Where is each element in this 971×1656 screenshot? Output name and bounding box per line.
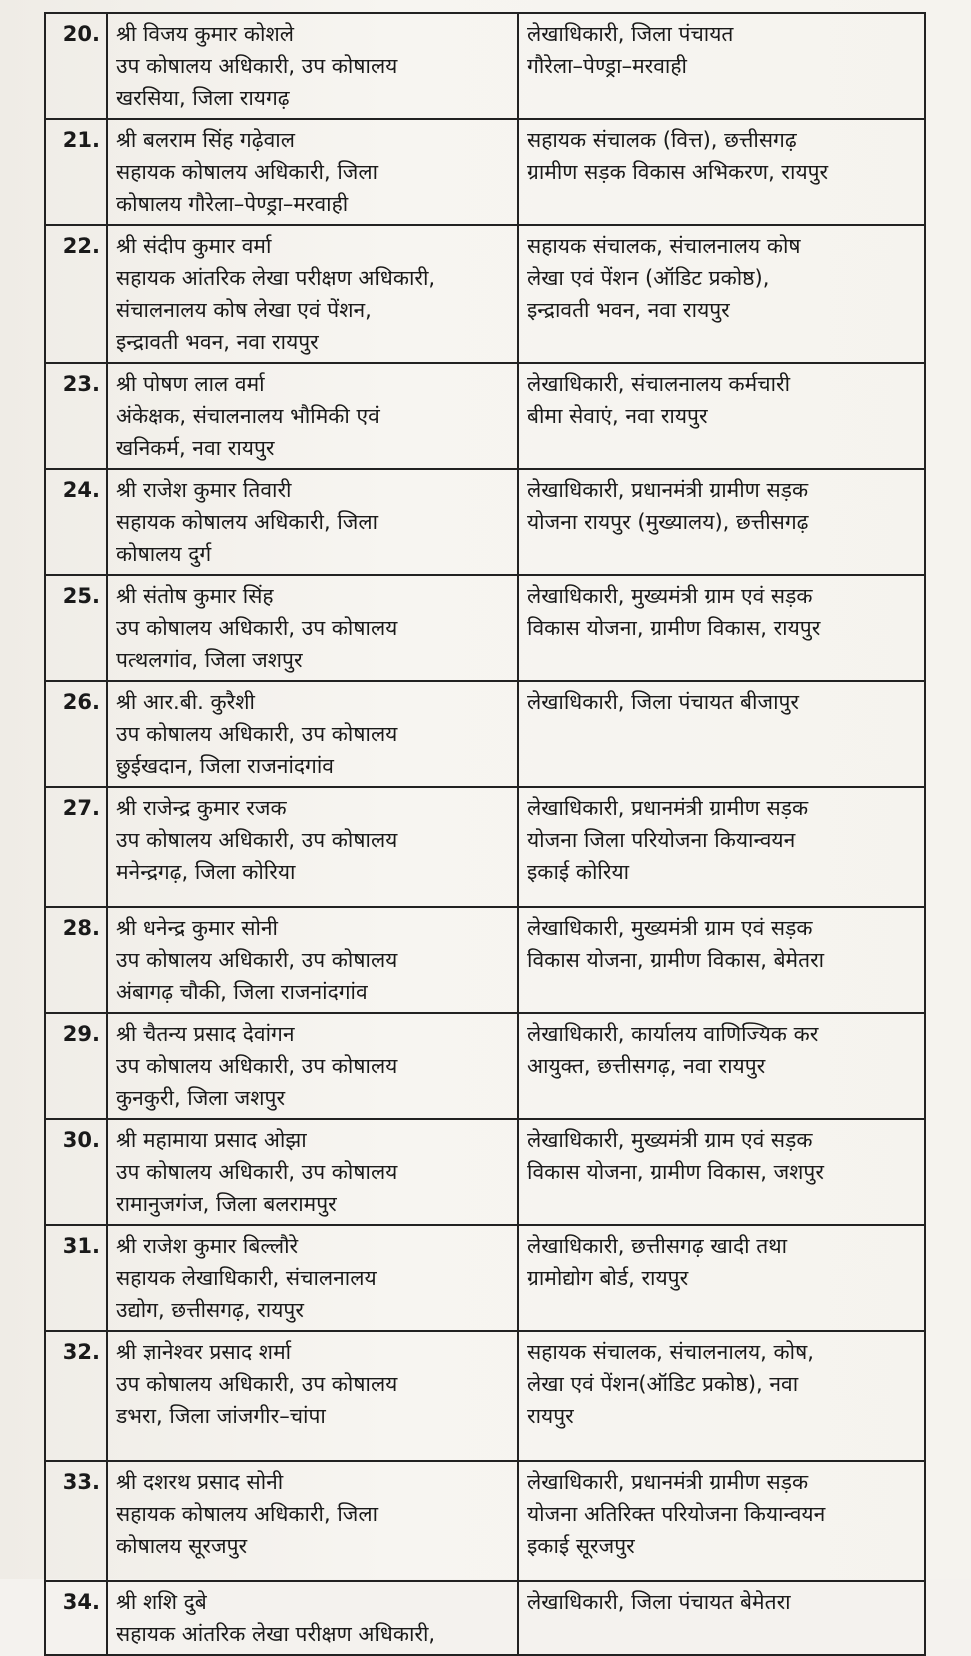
posting-cell	[518, 1013, 925, 1119]
officer-cell	[107, 907, 518, 1013]
current-designation-line: उप कोषालय अधिकारी, उप कोषालय	[116, 1054, 398, 1078]
serial-number: 26.	[45, 681, 107, 787]
officer-cell	[107, 1119, 518, 1225]
new-posting-line: गौरेला–पेण्ड्रा–मरवाही	[527, 54, 687, 78]
table-row	[45, 225, 925, 363]
new-posting-line: इकाई कोरिया	[527, 860, 630, 884]
new-posting-line: आयुक्त, छत्तीसगढ़, नवा रायपुर	[527, 1054, 766, 1078]
current-designation-line: इन्द्रावती भवन, नवा रायपुर	[116, 330, 319, 354]
current-designation-line: सहायक कोषालय अधिकारी, जिला	[116, 160, 379, 184]
current-designation-line: खनिकर्म, नवा रायपुर	[116, 436, 275, 460]
new-posting-line: इन्द्रावती भवन, नवा रायपुर	[527, 298, 730, 322]
new-posting-line: लेखाधिकारी, छत्तीसगढ़ खादी तथा	[527, 1234, 788, 1258]
posting-cell	[518, 1331, 925, 1461]
officer-name: श्री विजय कुमार कोशले	[116, 22, 295, 46]
new-posting-line: बीमा सेवाएं, नवा रायपुर	[527, 404, 708, 428]
current-designation-line: कोषालय गौरेला–पेण्ड्रा–मरवाही	[116, 192, 349, 216]
new-posting-line: सहायक संचालक (वित्त), छत्तीसगढ़	[527, 128, 797, 152]
table-row	[45, 13, 925, 119]
current-designation-line: उप कोषालय अधिकारी, उप कोषालय	[116, 1372, 398, 1396]
officer-name: श्री संतोष कुमार सिंह	[116, 584, 274, 608]
officer-cell	[107, 681, 518, 787]
new-posting-line: इकाई सूरजपुर	[527, 1534, 635, 1558]
officer-cell	[107, 363, 518, 469]
current-designation-line: उद्योग, छत्तीसगढ़, रायपुर	[116, 1298, 304, 1322]
new-posting-line: लेखाधिकारी, कार्यालय वाणिज्यिक कर	[527, 1022, 819, 1046]
current-designation-line: खरसिया, जिला रायगढ़	[116, 86, 290, 110]
officer-cell	[107, 1331, 518, 1461]
current-designation-line: उप कोषालय अधिकारी, उप कोषालय	[116, 948, 398, 972]
current-designation-line: उप कोषालय अधिकारी, उप कोषालय	[116, 722, 398, 746]
posting-cell	[518, 119, 925, 225]
table-row	[45, 469, 925, 575]
transfer-table-body	[45, 13, 925, 1655]
posting-cell	[518, 13, 925, 119]
current-designation-line: रामानुजगंज, जिला बलरामपुर	[116, 1192, 337, 1216]
new-posting-line: लेखाधिकारी, मुख्यमंत्री ग्राम एवं सड़क	[527, 916, 813, 940]
officer-cell	[107, 1461, 518, 1581]
table-row	[45, 1119, 925, 1225]
current-designation-line: कोषालय सूरजपुर	[116, 1534, 248, 1558]
new-posting-line: लेखा एवं पेंशन(ऑडिट प्रकोष्ठ), नवा	[527, 1372, 799, 1396]
serial-number: 24.	[45, 469, 107, 575]
officer-name: श्री आर.बी. कुरैशी	[116, 690, 255, 714]
new-posting-line: रायपुर	[527, 1404, 574, 1428]
new-posting-line: ग्रामीण सड़क विकास अभिकरण, रायपुर	[527, 160, 829, 184]
new-posting-line: लेखाधिकारी, मुख्यमंत्री ग्राम एवं सड़क	[527, 584, 813, 608]
posting-cell	[518, 1581, 925, 1655]
officer-name: श्री बलराम सिंह गढ़ेवाल	[116, 128, 295, 152]
serial-number: 29.	[45, 1013, 107, 1119]
serial-number: 28.	[45, 907, 107, 1013]
new-posting-line: लेखाधिकारी, प्रधानमंत्री ग्रामीण सड़क	[527, 478, 809, 502]
officer-cell	[107, 469, 518, 575]
table-row	[45, 787, 925, 907]
serial-number: 32.	[45, 1331, 107, 1461]
serial-number: 31.	[45, 1225, 107, 1331]
new-posting-line: विकास योजना, ग्रामीण विकास, बेमेतरा	[527, 948, 825, 972]
current-designation-line: डभरा, जिला जांजगीर–चांपा	[116, 1404, 326, 1428]
new-posting-line: योजना जिला परियोजना कियान्वयन	[527, 828, 796, 852]
new-posting-line: योजना रायपुर (मुख्यालय), छत्तीसगढ़	[527, 510, 809, 534]
serial-number: 25.	[45, 575, 107, 681]
table-row	[45, 1225, 925, 1331]
officer-name: श्री पोषण लाल वर्मा	[116, 372, 265, 396]
current-designation-line: मनेन्द्रगढ़, जिला कोरिया	[116, 860, 296, 884]
table-row	[45, 575, 925, 681]
officer-name: श्री ज्ञानेश्वर प्रसाद शर्मा	[116, 1340, 292, 1364]
current-designation-line: उप कोषालय अधिकारी, उप कोषालय	[116, 1160, 398, 1184]
officer-cell	[107, 1013, 518, 1119]
current-designation-line: उप कोषालय अधिकारी, उप कोषालय	[116, 54, 398, 78]
serial-number: 22.	[45, 225, 107, 363]
current-designation-line: संचालनालय कोष लेखा एवं पेंशन,	[116, 298, 372, 322]
posting-cell	[518, 681, 925, 787]
table-row	[45, 363, 925, 469]
officer-name: श्री चैतन्य प्रसाद देवांगन	[116, 1022, 295, 1046]
new-posting-line: विकास योजना, ग्रामीण विकास, जशपुर	[527, 1160, 824, 1184]
serial-number: 23.	[45, 363, 107, 469]
officer-name: श्री राजेश कुमार बिल्लौरे	[116, 1234, 299, 1258]
officer-name: श्री राजेन्द्र कुमार रजक	[116, 796, 287, 820]
posting-cell	[518, 787, 925, 907]
officer-cell	[107, 787, 518, 907]
posting-cell	[518, 225, 925, 363]
officer-cell	[107, 1225, 518, 1331]
current-designation-line: कुनकुरी, जिला जशपुर	[116, 1086, 286, 1110]
table-row	[45, 1331, 925, 1461]
table-row	[45, 119, 925, 225]
posting-cell	[518, 1119, 925, 1225]
posting-cell	[518, 363, 925, 469]
serial-number: 30.	[45, 1119, 107, 1225]
serial-number: 21.	[45, 119, 107, 225]
current-designation-line: सहायक लेखाधिकारी, संचालनालय	[116, 1266, 377, 1290]
new-posting-line: लेखाधिकारी, मुख्यमंत्री ग्राम एवं सड़क	[527, 1128, 813, 1152]
new-posting-line: विकास योजना, ग्रामीण विकास, रायपुर	[527, 616, 821, 640]
new-posting-line: सहायक संचालक, संचालनालय, कोष,	[527, 1340, 814, 1364]
new-posting-line: लेखाधिकारी, जिला पंचायत बीजापुर	[527, 690, 800, 714]
officer-name: श्री दशरथ प्रसाद सोनी	[116, 1470, 284, 1494]
posting-cell	[518, 575, 925, 681]
table-row	[45, 1581, 925, 1655]
serial-number: 33.	[45, 1461, 107, 1581]
officer-name: श्री शशि दुबे	[116, 1590, 207, 1614]
table-row	[45, 1461, 925, 1581]
posting-cell	[518, 1461, 925, 1581]
officer-name: श्री संदीप कुमार वर्मा	[116, 234, 272, 258]
new-posting-line: योजना अतिरिक्त परियोजना कियान्वयन	[527, 1502, 826, 1526]
posting-cell	[518, 1225, 925, 1331]
table-row	[45, 907, 925, 1013]
new-posting-line: लेखाधिकारी, जिला पंचायत बेमेतरा	[527, 1590, 791, 1614]
officer-name: श्री महामाया प्रसाद ओझा	[116, 1128, 307, 1152]
current-designation-line: उप कोषालय अधिकारी, उप कोषालय	[116, 828, 398, 852]
posting-cell	[518, 907, 925, 1013]
officer-cell	[107, 575, 518, 681]
current-designation-line: छुईखदान, जिला राजनांदगांव	[116, 754, 334, 778]
new-posting-line: लेखाधिकारी, प्रधानमंत्री ग्रामीण सड़क	[527, 796, 809, 820]
new-posting-line: लेखा एवं पेंशन (ऑडिट प्रकोष्ठ),	[527, 266, 770, 290]
current-designation-line: सहायक आंतरिक लेखा परीक्षण अधिकारी,	[116, 1622, 436, 1646]
table-row	[45, 1013, 925, 1119]
new-posting-line: लेखाधिकारी, प्रधानमंत्री ग्रामीण सड़क	[527, 1470, 809, 1494]
current-designation-line: उप कोषालय अधिकारी, उप कोषालय	[116, 616, 398, 640]
new-posting-line: ग्रामोद्योग बोर्ड, रायपुर	[527, 1266, 689, 1290]
current-designation-line: पत्थलगांव, जिला जशपुर	[116, 648, 303, 672]
serial-number: 34.	[45, 1581, 107, 1655]
officer-cell	[107, 13, 518, 119]
officer-cell	[107, 225, 518, 363]
current-designation-line: सहायक कोषालय अधिकारी, जिला	[116, 510, 379, 534]
officer-cell	[107, 119, 518, 225]
posting-cell	[518, 469, 925, 575]
new-posting-line: लेखाधिकारी, संचालनालय कर्मचारी	[527, 372, 791, 396]
new-posting-line: लेखाधिकारी, जिला पंचायत	[527, 22, 734, 46]
table-row	[45, 681, 925, 787]
current-designation-line: सहायक कोषालय अधिकारी, जिला	[116, 1502, 379, 1526]
current-designation-line: सहायक आंतरिक लेखा परीक्षण अधिकारी,	[116, 266, 436, 290]
transfer-table	[44, 12, 926, 1656]
officer-name: श्री राजेश कुमार तिवारी	[116, 478, 292, 502]
current-designation-line: कोषालय दुर्ग	[116, 542, 212, 566]
officer-name: श्री धनेन्द्र कुमार सोनी	[116, 916, 278, 940]
current-designation-line: अंकेक्षक, संचालनालय भौमिकी एवं	[116, 404, 380, 428]
serial-number: 27.	[45, 787, 107, 907]
current-designation-line: अंबागढ़ चौकी, जिला राजनांदगांव	[116, 980, 368, 1004]
officer-cell	[107, 1581, 518, 1655]
new-posting-line: सहायक संचालक, संचालनालय कोष	[527, 234, 801, 258]
serial-number: 20.	[45, 13, 107, 119]
